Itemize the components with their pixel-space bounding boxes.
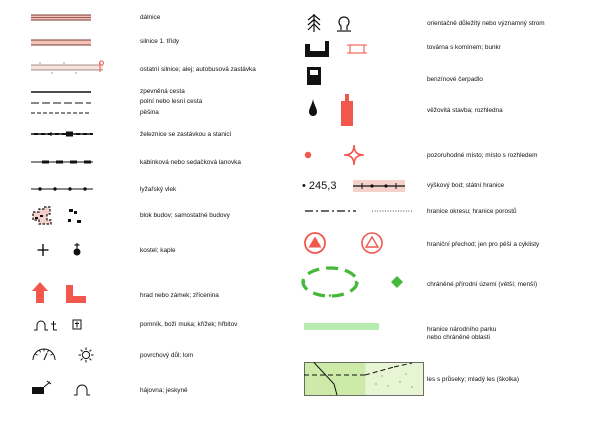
- other-road-label: ostatní silnice; alej; autobusová zastávka: [140, 66, 256, 73]
- mine-quarry-label: povrchový důl; lom: [140, 352, 194, 359]
- tower-lookout-symbol: [304, 93, 364, 129]
- spot-height-label: výškový bod; státní hranice: [427, 182, 505, 189]
- spot-height-value: • 245,3: [302, 180, 337, 192]
- first-class-road-symbol: [30, 39, 92, 47]
- ski-lift-symbol: [30, 185, 94, 193]
- castle-ruin-symbol: [32, 282, 90, 304]
- national-park-label-line2: nebo chráněné oblasti: [427, 334, 490, 341]
- protected-area-symbol: [300, 264, 410, 300]
- protected-area-label: chráněné přírodní území (větší; menší): [427, 281, 538, 288]
- motorway-symbol: [30, 14, 92, 22]
- paved-road-label: zpevněná cesta: [140, 88, 185, 95]
- border-crossing-label: hraniční přechod; jen pro pěší a cyklisty: [427, 241, 540, 248]
- border-crossing-symbol: [303, 231, 383, 255]
- castle-ruin-label: hrad nebo zámek; zřícenina: [140, 292, 219, 299]
- gamekeeper-cave-symbol: [30, 378, 96, 398]
- field-forest-road-label: polní nebo lesní cesta: [140, 98, 203, 105]
- field-forest-road-symbol: [30, 101, 92, 105]
- footpath-label: pěšina: [140, 109, 159, 116]
- factory-bunker-symbol: [305, 38, 375, 58]
- district-forest-border-label: hranice okresu; hranice porostů: [427, 208, 517, 215]
- monument-cross-cemetery-symbol: [32, 318, 90, 332]
- district-forest-border-symbol: [304, 208, 414, 214]
- petrol-station-label: benzínové čerpadlo: [427, 76, 483, 83]
- petrol-station-symbol: [306, 66, 324, 86]
- railway-label: železnice se zastávkou a stanicí: [140, 131, 232, 138]
- mine-quarry-symbol: [31, 344, 97, 364]
- building-block-symbol: [31, 206, 91, 226]
- national-park-label-line1: hranice národního parku: [427, 326, 497, 333]
- church-chapel-symbol: [36, 242, 86, 258]
- paved-road-symbol: [30, 90, 92, 94]
- forest-clearings-young-forest-symbol: [304, 362, 426, 396]
- ski-lift-label: lyžařský vlek: [140, 186, 177, 193]
- point-of-interest-label: pozoruhodné místo; místo s rozhledem: [427, 152, 538, 159]
- footpath-symbol: [30, 111, 92, 115]
- cable-car-label: kabinková nebo sedačková lanovka: [140, 159, 241, 166]
- gamekeeper-cave-label: hájovna; jeskyně: [140, 387, 188, 394]
- building-block-label: blok budov; samostatné budovy: [140, 212, 230, 219]
- factory-bunker-label: továrna s komínem; bunkr: [427, 44, 501, 51]
- point-of-interest-viewpoint-symbol: [303, 144, 373, 166]
- railway-stop-station-symbol: [30, 130, 94, 138]
- motorway-label: dálnice: [140, 14, 161, 21]
- national-park-border-symbol: [304, 323, 380, 331]
- tower-lookout-label: věžovitá stavba; rozhledna: [427, 107, 503, 114]
- church-chapel-label: kostel; kaple: [140, 247, 176, 254]
- cable-car-chairlift-symbol: [30, 158, 94, 166]
- tree-symbol: [305, 13, 355, 33]
- state-border-symbol: [352, 179, 408, 193]
- tree-label: orientačně důležitý nebo významný strom: [427, 20, 545, 27]
- forest-clearings-label: les s průseky; mladý les (školka): [427, 376, 519, 383]
- monument-cross-cemetery-label: pomník, boží muka; křížek; hřbitov: [140, 321, 238, 328]
- other-road-alley-bus-stop-symbol: [30, 60, 106, 76]
- first-class-road-label: silnice 1. třídy: [140, 38, 180, 45]
